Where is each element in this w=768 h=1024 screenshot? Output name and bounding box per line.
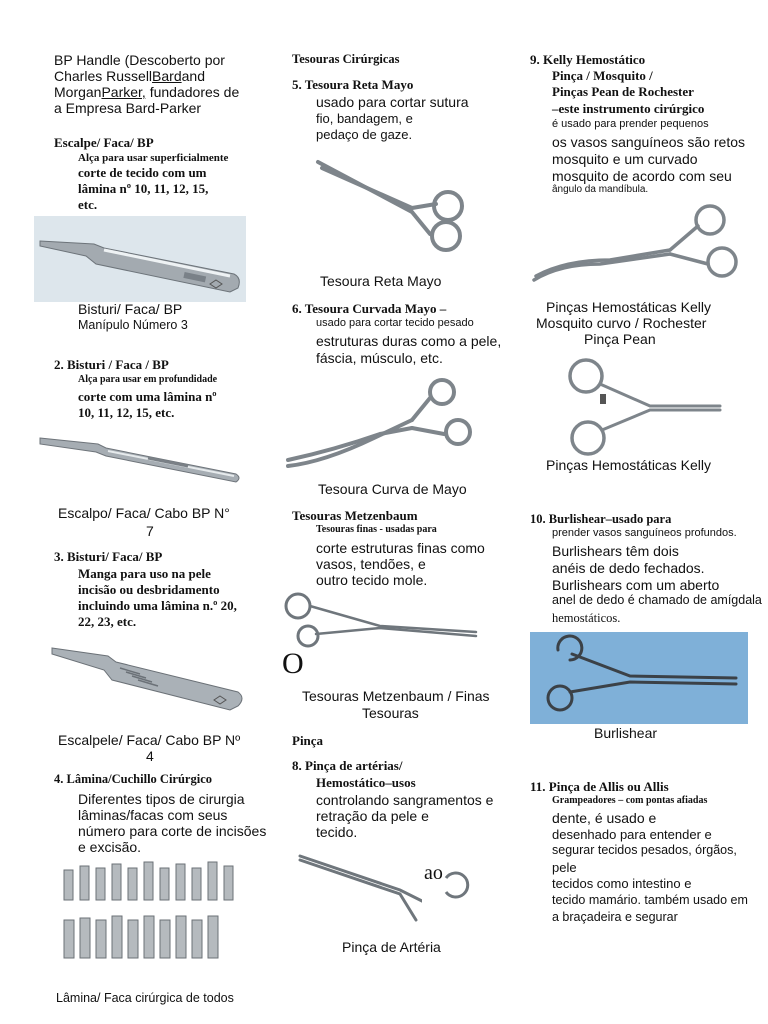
s1-line-4: etc. [78,197,98,212]
s1-caption-1: Bisturi/ Faca/ BP [78,301,183,317]
s9-line-4: é usado para prender pequenos [552,118,709,130]
s5-line-3: pedaço de gaze. [316,127,413,142]
straight-mayo-scissors-image [312,150,472,254]
s6-line-1: usado para cortar tecido pesado [316,317,474,329]
curved-mosquito-hemostat-image [530,202,744,288]
s2-title: 2. Bisturi / Faca / BP [54,357,169,372]
s10-line-5: anel de dedo é chamado de amígdala [552,593,762,607]
intro-line-1: BP Handle (Descoberto por [54,52,225,68]
s6-line-2: estruturas duras como a pele, [316,333,502,349]
s4-title: 4. Lâmina/Cuchillo Cirúrgico [54,772,212,786]
s8-caption: Pinça de Artéria [342,939,441,955]
s8-line-3: retração da pele e [316,808,429,824]
s1-line-2: corte de tecido com um [78,165,207,180]
s2-caption-2: 7 [146,523,154,539]
s10-line-4: Burlishears com um aberto [552,577,720,593]
artery-forceps-image [296,850,470,930]
s7-line-2: corte estruturas finas como [316,540,485,556]
s11-line-6: tecidos como intestino e [552,876,692,891]
s3-caption-2: 4 [146,748,154,764]
s3-title: 3. Bisturi/ Faca/ BP [54,549,163,564]
s11-line-1: Grampeadores – com pontas afiadas [552,795,708,806]
s4-line-2: lâminas/facas com seus [78,807,228,823]
s10-line-1: prender vasos sanguíneos profundos. [552,527,737,539]
s9-line-6: mosquito e um curvado [552,151,698,167]
s6-caption: Tesoura Curva de Mayo [318,481,467,497]
s2-line-2: corte com uma lâmina nº [78,389,217,404]
s9-line-1: Pinça / Mosquito / [552,68,653,83]
s11-line-4: segurar tecidos pesados, órgãos, [552,843,737,857]
s10-line-6: hemostáticos. [552,611,621,625]
surgical-blades-image [58,858,242,970]
s8-title: 8. Pinça de artérias/ [292,758,403,773]
s4-caption: Lâmina/ Faca cirúrgica de todos [56,991,234,1005]
s11-title: 11. Pinça de Allis ou Allis [530,779,669,794]
s2-caption-1: Escalpo/ Faca/ Cabo BP N° [58,505,230,521]
s7-title: Tesouras Metzenbaum [292,508,418,523]
s1-line-3: lâmina nº 10, 11, 12, 15, [78,181,209,196]
s9-line-5: os vasos sanguíneos são retos [552,134,746,150]
s5-line-1: usado para cortar sutura [316,94,469,110]
s11-line-5: pele [552,860,577,875]
s3-line-4: 22, 23, etc. [78,614,137,629]
s11-line-8: a braçadeira e segurar [552,910,678,924]
s9-line-7: mosquito de acordo com seu [552,168,732,184]
s3-line-2: incisão ou desbridamento [78,582,220,597]
parker-link[interactable]: Parker, [101,84,146,100]
s7-caption-1: Tesouras Metzenbaum / Finas [302,688,490,704]
s2-line-1: Alça para usar em profundidade [78,374,218,385]
s4-line-1: Diferentes tipos de cirurgia [78,791,245,807]
ao-text: ao [424,862,443,884]
s8-line-4: tecido. [316,824,358,840]
s9-line-3: –este instrumento cirúrgico [552,101,705,116]
s7-line-1: Tesouras finas - usadas para [316,524,437,535]
s7-line-4: outro tecido mole. [316,572,428,588]
pinca-header: Pinça [292,733,324,748]
s5-title: 5. Tesoura Reta Mayo [292,77,414,92]
s3-line-3: incluindo uma lâmina n.º 20, [78,598,237,613]
s11-line-3: desenhado para entender e [552,827,712,842]
s3-caption-1: Escalpele/ Faca/ Cabo BP Nº [58,732,241,748]
intro-line-3: MorganParker, fundadores de [54,84,240,100]
scissors-header: Tesouras Cirúrgicas [292,52,400,66]
s10-line-3: anéis de dedo fechados. [552,560,705,576]
s1-line-1: Alça para usar superficialmente [78,152,229,164]
big-o-letter: O [282,647,304,680]
burlishear-image [530,632,748,724]
s2-line-3: 10, 11, 12, 15, etc. [78,405,175,420]
scalpel-handle-3-image [34,216,246,302]
s9-line-8: ângulo da mandíbula. [552,184,649,195]
s9-caption-2: Mosquito curvo / Rochester [536,315,707,331]
s10-caption: Burlishear [594,725,658,741]
s6-title: 6. Tesoura Curvada Mayo – [292,301,447,316]
s11-line-7: tecido mamário. também usado em [552,893,748,907]
bard-link[interactable]: Bard [152,68,182,84]
intro-line-2: Charles RussellBardand [54,68,205,84]
s5-caption: Tesoura Reta Mayo [320,273,442,289]
s4-line-3: número para corte de incisões [78,823,267,839]
s9-line-2: Pinças Pean de Rochester [552,84,694,99]
s11-line-2: dente, é usado e [552,810,657,826]
curved-mayo-scissors-image [284,376,484,476]
scalpel-handle-4-image [50,640,248,718]
s9-caption-1: Pinças Hemostáticas Kelly [546,299,711,315]
s9-caption-4: Pinças Hemostáticas Kelly [546,457,711,473]
s5-line-2: fio, bandagem, e [316,111,413,126]
kelly-hemostat-image [560,358,724,458]
scalpel-handle-7-image [38,426,244,488]
s1-title: Escalpe/ Faca/ BP [54,135,154,150]
s6-line-3: fáscia, músculo, etc. [316,350,443,366]
s7-caption-2: Tesouras [362,705,419,721]
intro-line-4: a Empresa Bard-Parker [54,100,202,116]
s9-caption-3: Pinça Pean [584,331,656,347]
s10-title: 10. Burlishear–usado para [530,512,672,526]
s8-line-1: Hemostático–usos [316,775,416,790]
s7-line-3: vasos, tendões, e [316,556,426,572]
s4-line-4: e excisão. [78,839,142,855]
s10-line-2: Burlishears têm dois [552,543,679,559]
s9-title: 9. Kelly Hemostático [530,52,646,67]
s1-caption-2: Manípulo Número 3 [78,318,188,332]
metzenbaum-scissors-image [280,592,480,648]
s3-line-1: Manga para uso na pele [78,566,211,581]
s8-line-2: controlando sangramentos e [316,792,494,808]
